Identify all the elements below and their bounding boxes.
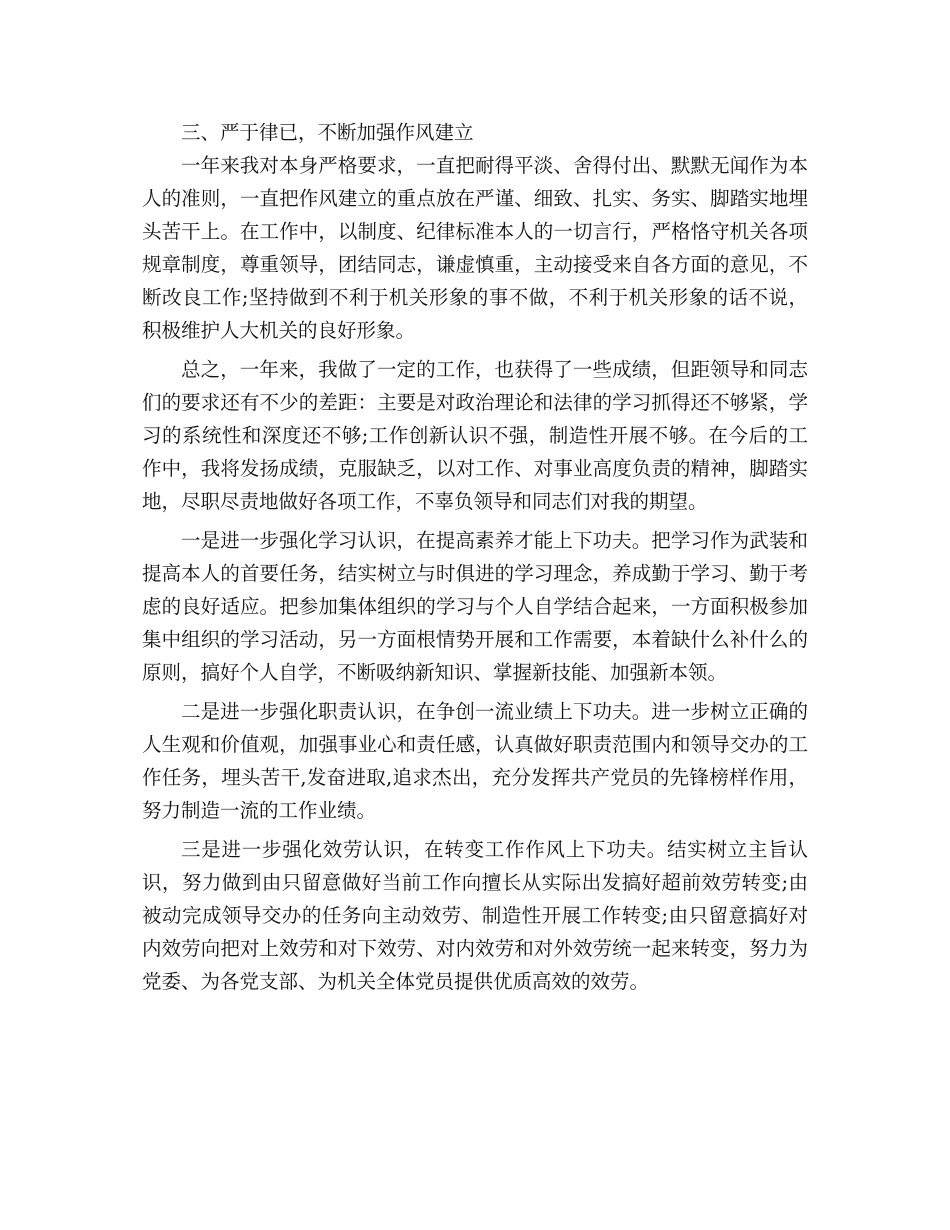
paragraph-summary: 总之，一年来，我做了一定的工作，也获得了一些成绩，但距领导和同志们的要求还有不少的差距：主要是对政治理论和法律的学习抓得还不够紧，学习的系统性和深度还不够;工作创新认识不强，制造性开展不够。在今后的工作中，我将发扬成绩，克服缺乏，以对工作、对事业高度负责的精神，脚踏实地，尽职尽责地做好各项工作，不辜负领导和同志们对我的期望。 xyxy=(142,358,808,513)
section-heading: 三、严于律已，不断加强作风建立 xyxy=(181,121,474,144)
paragraph-duty-awareness: 二是进一步强化职责认识，在争创一流业绩上下功夫。进一步树立正确的人生观和价值观，加强事业心和责任感，认真做好职责范围内和领导交办的工作任务，埋头苦干,发奋进取,追求杰出，充分发挥共产党员的先锋榜样作用，努力制造一流的工作业绩。 xyxy=(142,700,808,822)
paragraph-study-awareness: 一是进一步强化学习认识，在提高素养才能上下功夫。把学习作为武装和提高本人的首要任务，结实树立与时俱进的学习理念，养成勤于学习、勤于考虑的良好适应。把参加集体组织的学习与个人自学结合起来，一方面积极参加集中组织的学习活动，另一方面根情势开展和工作需要，本着缺什么补什么的原则，搞好个人自学，不断吸纳新知识、掌握新技能、加强新本领。 xyxy=(142,529,808,684)
paragraph-service-awareness: 三是进一步强化效劳认识，在转变工作作风上下功夫。结实树立主旨认识，努力做到由只留意做好当前工作向擅长从实际出发搞好超前效劳转变;由被动完成领导交办的任务向主动效劳、制造性开展工作转变;由只留意搞好对内效劳向把对上效劳和对下效劳、对内效劳和对外效劳统一起来转变，努力为党委、为各党支部、为机关全体党员提供优质高效的效劳。 xyxy=(142,838,808,993)
paragraph-self-discipline: 一年来我对本身严格要求，一直把耐得平淡、舍得付出、默默无闻作为本人的准则，一直把作风建立的重点放在严谨、细致、扎实、务实、脚踏实地埋头苦干上。在工作中，以制度、纪律标准本人的一切言行，严格恪守机关各项规章制度，尊重领导，团结同志，谦虚慎重，主动接受来自各方面的意见，不断改良工作;坚持做到不利于机关形象的事不做，不利于机关形象的话不说，积极维护人大机关的良好形象。 xyxy=(142,154,808,342)
